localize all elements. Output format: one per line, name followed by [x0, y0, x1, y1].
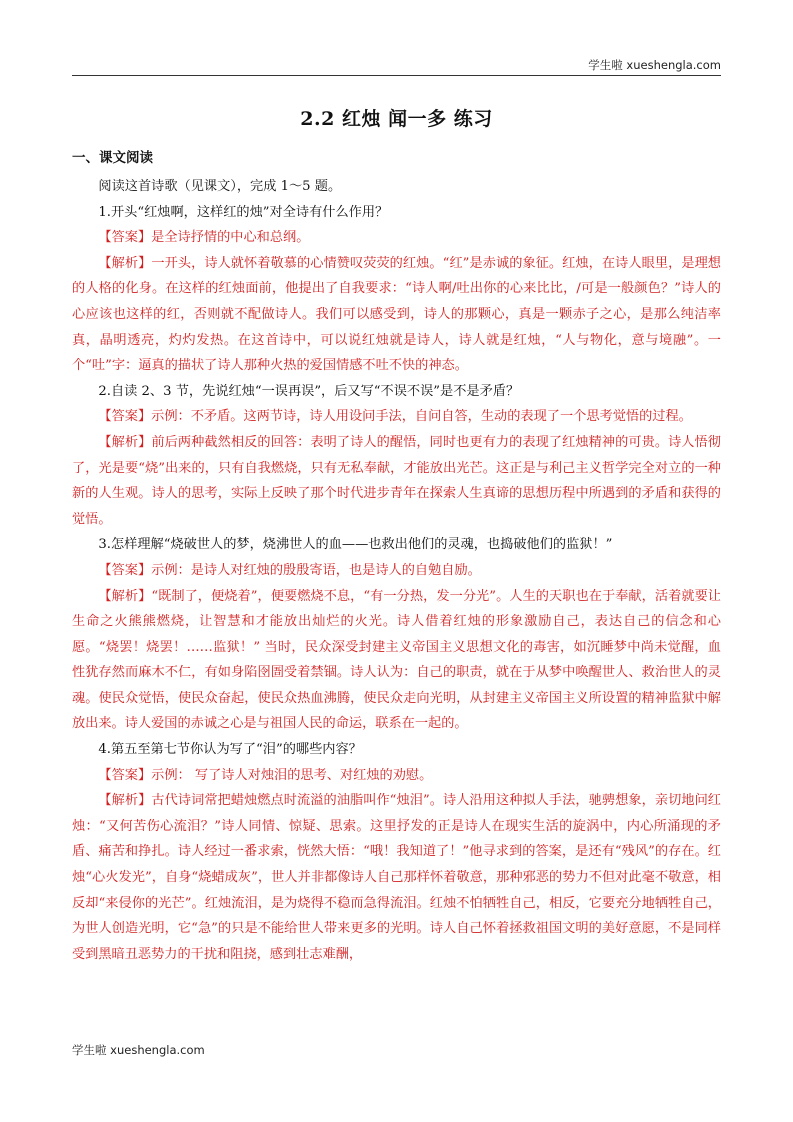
answer-1: 【答案】是全诗抒情的中心和总纲。 — [98, 230, 310, 246]
analysis-3: 【解析】“既制了，便烧着”，便要燃烧不息，“有一分热，发一分光”。人生的天职也在于奉献，活着就要让生命之火熊熊燃烧，让智慧和才能放出灿烂的火光。诗人借着红烛的形象激励自己，表达自己的信念和心愿。“烧罢！烧罢！……监狱！” 当时，民众深受封建主义帝国主义思想文化的毒害，如沉睡梦中尚未觉醒，血性犹存然而麻木不仁，有如身陷囹圄受着禁锢。诗人认为：自己的职责，就在于从梦中唤醒世人、救治世人的灵魂。使民众觉悟，使民众奋起，使民众热血沸腾，使民众走向光明，从封建主义帝国主义所设置的精神监狱中解放出来。诗人爱国的赤诚之心是与祖国人民的命运，联系在一起的。 — [72, 588, 721, 732]
answer-4: 【答案】示例： 写了诗人对烛泪的思考、对红烛的劝慰。 — [98, 767, 433, 783]
intro-text: 阅读这首诗歌（见课文），完成 1～5 题。 — [98, 179, 342, 194]
footer-site-label: 学生啦 xueshengla.com — [72, 1043, 205, 1057]
analysis-2: 【解析】前后两种截然相反的回答：表明了诗人的醒悟，同时也更有力的表现了红烛精神的可贵。诗人悟彻了，光是要“烧”出来的，只有自我燃烧，只有无私奉献，才能放出光芒。这正是与利己主义哲学完全对立的一种新的人生观。诗人的思考，实际上反映了那个时代进步青年在探索人生真谛的思想历程中所遇到的矛盾和获得的觉悟。 — [72, 434, 721, 527]
header-divider — [72, 75, 721, 76]
analysis-1: 【解析】一开头，诗人就怀着敬慕的心情赞叹荧荧的红烛。“红”是赤诚的象征。红烛，在诗人眼里，是理想的人格的化身。在这样的红烛面前，他提出了自我要求：“诗人啊/吐出你的心来比比，/可是一般颜色？”诗人的心应该也这样的红，否则就不配做诗人。我们可以感受到，诗人的那颗心，真是一颗赤子之心，是那么纯洁率真，晶明透亮，灼灼发热。在这首诗中，可以说红烛就是诗人，诗人就是红烛，“人与物化，意与境融”。一个“吐”字：逼真的描状了诗人那种火热的爱国情感不吐不快的神态。 — [72, 255, 721, 374]
answer-3: 【答案】示例：是诗人对红烛的殷殷寄语，也是诗人的自勉自励。 — [98, 562, 481, 578]
answer-2: 【答案】示例：不矛盾。这两节诗，诗人用设问手法，自问自答，生动的表现了一个思考觉悟的过程。 — [98, 409, 692, 425]
question-4: 4.第五至第七节你认为写了“泪”的哪些内容？ — [98, 742, 362, 758]
analysis-4: 【解析】古代诗词常把蜡烛燃点时流溢的油脂叫作“烛泪”。诗人沿用这种拟人手法，驰骋想象，亲切地问红烛：“又何苦伤心流泪？”诗人同情、惊疑、思索。这里抒发的正是诗人在现实生活的旋涡中，内心所涌现的矛盾、痛苦和挣扎。诗人经过一番求索，恍然大悟：“哦！我知道了！”他寻求到的答案，是还有“残风”的存在。红烛“心火发光”，自身“烧蜡成灰”，世人并非都像诗人自己那样怀着敬意，那种邪恶的势力不但对此毫不敬意，相反却“来侵你的光芒”。红烛流泪，是为烧得不稳而急得流泪。红烛不怕牺牲自己，相反，它要充分地牺牲自己，为世人创造光明，它“急”的只是不能给世人带来更多的光明。诗人自己怀着拯救祖国文明的美好意愿，不是同样受到黑暗丑恶势力的干扰和阻挠，感到壮志难酬， — [72, 793, 721, 962]
document-body — [72, 174, 721, 967]
document-title: 2.2 红烛 闻一多 练习 — [300, 108, 493, 130]
section-heading: 一、课文阅读 — [72, 150, 153, 166]
question-3: 3.怎样理解“烧破世人的梦，烧沸世人的血——也救出他们的灵魂，也捣破他们的监狱！” — [98, 537, 613, 553]
question-2: 2.自读 2、3 节，先说红烛“一误再误”，后又写“不误不误”是不是矛盾？ — [98, 383, 520, 399]
question-1: 1.开头“红烛啊，这样红的烛”对全诗有什么作用？ — [98, 204, 389, 220]
header-site-label: 学生啦 xueshengla.com — [588, 58, 721, 72]
